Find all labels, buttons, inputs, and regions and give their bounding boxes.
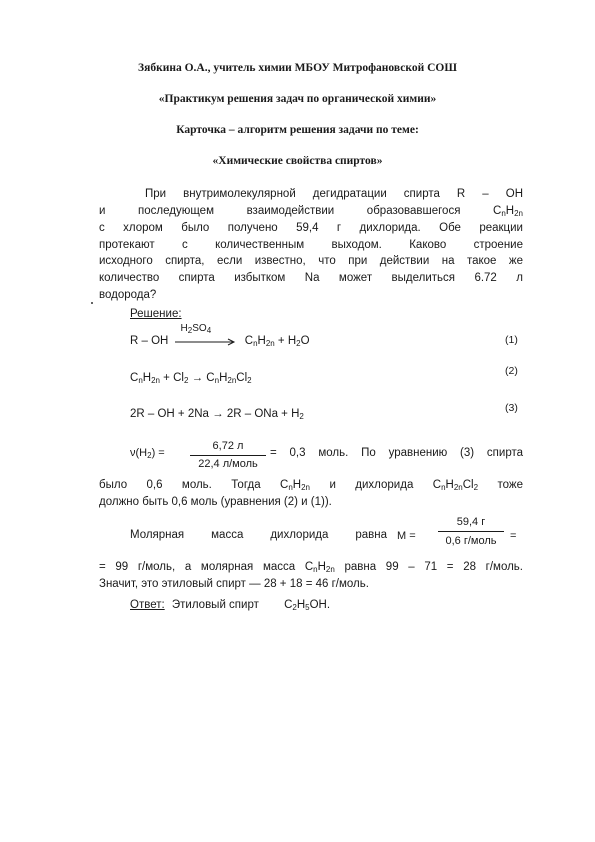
nu-h2-lhs: $\nu(H_2)$ = [130,447,165,460]
molar-mass-text: Молярная масса дихлорида равна [130,529,387,541]
problem-line: протекают с количественным выходом. Каково строение [99,239,523,251]
solution-line: должно быть 0,6 моль (уравнения (2) и (1)). [99,496,332,508]
solution-line: было 0,6 моль. Тогда $C_nH_{2n}$ и дихлорида $C_nH_{2n}Cl_2$ тоже [99,479,523,492]
solution-line: = 99 г/моль, а молярная масса $C_nH_{2n}$ равна 99 – 71 = 28 г/моль. [99,561,523,574]
solution-line: Значит, это этиловый спирт — 28 + 18 = 46 г/моль. [99,578,369,590]
equation-3: 2R – OH + 2Na → 2R – ONa + $H_2$ [130,408,304,421]
eq1-right: $C_nH_{2n} + H_2O$ [244,335,310,349]
equation-1 [130,323,310,349]
arrow-icon [175,335,239,347]
fraction-numerator: 6,72 л [212,440,244,452]
reaction-arrow [175,323,239,347]
course-title: «Практикум решения задач по органической химии» [158,93,437,105]
eq1-left: R – OH [130,335,169,348]
fraction-numerator: 59,4 г [456,516,486,528]
answer-text: Этиловый спирт [171,599,259,611]
problem-line: исходного спирта, если известно, что при действии на такое же [99,255,523,267]
equation-2: $C_nH_{2n} + Cl_2 \to C_nH_{2n}Cl_2$ [130,372,252,385]
fraction-denominator: 22,4 л/моль [198,458,258,470]
fraction-bar [438,531,504,532]
problem-line: водорода? [99,289,157,301]
eq1-condition: $H_2SO_4$ [180,323,212,335]
card-title: Карточка – алгоритм решения задачи по теме: [176,124,419,136]
problem-line: с хлором было получено 59,4 г дихлорида. Обе реакции [99,222,523,234]
scan-speck [91,302,93,304]
fraction-denominator: 0,6 г/моль [445,535,497,547]
topic-title: «Химические свойства спиртов» [212,155,383,167]
molar-lhs: M = [397,530,416,542]
nu-h2-result: = 0,3 моль. По уравнению (3) спирта [270,447,523,459]
fraction-bar [190,455,266,456]
answer-label: Ответ: [130,599,165,611]
problem-line: и последующем взаимодействии образовавшегося $C_nH_{2n}$ [99,205,523,218]
solution-label: Решение: [130,308,182,320]
eq1-number: (1) [505,334,518,346]
eq3-number: (3) [505,402,518,414]
author-line: Зябкина О.А., учитель химии МБОУ Митрофановской СОШ [138,62,457,74]
answer-line [130,600,330,612]
answer-formula: $C_2H_5OH$. [284,599,331,612]
problem-line: При внутримолекулярной дегидратации спирта R – OH [145,188,523,200]
eq2-number: (2) [505,365,518,377]
problem-line: количество спирта избытком Na может выделиться 6.72 л [99,272,523,284]
molar-equals: = [510,530,517,542]
